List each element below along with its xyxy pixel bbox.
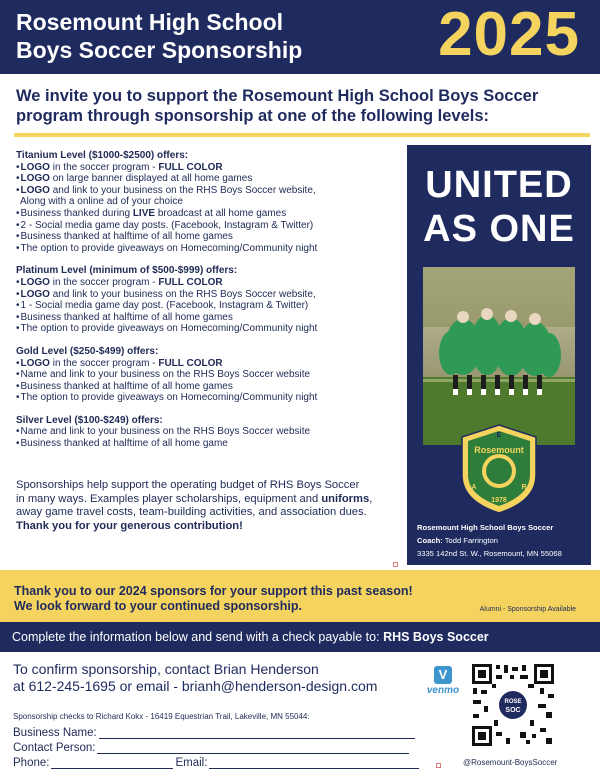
thank-you-note: Thank you for your generous contribution! [16, 519, 243, 532]
svg-text:Rosemount: Rosemount [474, 445, 524, 455]
benefit-item: • LOGO in the soccer program - FULL COLOR [16, 162, 396, 174]
benefit-item: • Business thanked during LIVE broadcast at all home games [16, 208, 396, 220]
svg-text:A: A [471, 484, 477, 491]
invitation-heading [16, 86, 576, 126]
venmo-handle: @Rosemount-BoysSoccer [463, 758, 558, 767]
checks-address: Sponsorship checks to Richard Kokx - 16419 Equestrian Trail, Lakeville, MN 55044: [13, 712, 310, 721]
benefit-item: • LOGO on large banner displayed at all home games [16, 173, 396, 185]
benefit-item: • LOGO and link to your business on the RHS Boys Soccer website, [16, 289, 396, 301]
svg-text:1978: 1978 [491, 497, 507, 504]
benefit-item: • Business thanked at halftime of all home games [16, 381, 396, 393]
benefit-item: • The option to provide giveaways on Homecoming/Community night [16, 392, 396, 404]
sponsor-thanks-message: Thank you to our 2024 sponsors for your support this past season! We look forward to your continued sponsorship. [14, 584, 413, 613]
gold-divider [14, 133, 590, 137]
rosemount-crest-logo [458, 423, 540, 515]
svg-text:SOC: SOC [505, 707, 521, 714]
level-title: Gold Level ($250-$499) offers: [16, 345, 159, 357]
slogan: UNITED AS ONE [423, 164, 575, 250]
benefit-item: • Name and link to your business on the RHS Boys Soccer website [16, 426, 396, 438]
benefit-item: • 2 - Social media game day posts. (Facebook, Instagram & Twitter) [16, 220, 396, 232]
venmo-qr-code[interactable] [470, 662, 556, 748]
contact-person-line[interactable] [97, 743, 409, 754]
side-panel [407, 145, 591, 565]
email-line[interactable] [209, 758, 419, 769]
team-huddle-photo [423, 267, 575, 445]
benefit-item-continued: Along with a online ad of your choice [20, 196, 183, 208]
benefit-item: • 1 - Social media game day post. (Facebook, Instagram & Twitter) [16, 300, 396, 312]
venmo-logo: V venmo [426, 667, 460, 696]
sponsor-thanks-band [0, 570, 600, 622]
year-label: 2025 [438, 0, 580, 69]
level-platinum [16, 265, 396, 335]
level-titanium [16, 150, 396, 254]
level-title: Silver Level ($100-$249) offers: [16, 414, 163, 426]
contact-info: To confirm sponsorship, contact Brian Henderson at 612-245-1695 or email - brianh@henderson-design.com [13, 661, 378, 694]
phone-line[interactable] [51, 758, 173, 769]
level-title: Titanium Level ($1000-$2500) offers: [16, 150, 189, 161]
crop-mark [436, 763, 441, 768]
benefit-item: • The option to provide giveaways on Homecoming/Community night [16, 243, 396, 255]
benefit-item: • Business thanked at halftime of all home games [16, 231, 396, 243]
level-gold [16, 346, 396, 404]
coach-line: Coach: Todd Farrington [417, 536, 498, 545]
team-address: 3335 142nd St. W., Rosemount, MN 55068 [417, 549, 562, 558]
team-name: Rosemount High School Boys Soccer [417, 523, 554, 532]
business-name-field[interactable]: Business Name: [13, 727, 415, 739]
alumni-note: Alumni - Sponsorship Available [479, 606, 576, 613]
level-title: Platinum Level (minimum of $500-$999) offers: [16, 265, 238, 277]
team-info [417, 521, 562, 560]
sponsorship-levels [16, 150, 396, 461]
title-line-2: Boys Soccer Sponsorship [16, 37, 303, 63]
benefit-item: • Business thanked at halftime of all home game [16, 438, 396, 450]
invitation-line-1: We invite you to support the Rosemount High School Boys Soccer [16, 87, 539, 105]
budget-paragraph: Sponsorships help support the operating budget of RHS Boys Soccer in many ways. Examples player scholarships, equipment and uniforms, away game travel costs, team-building activities, and association dues. Thank you for your generous contribution! [16, 479, 401, 533]
benefit-item: • Business thanked at halftime of all home games [16, 312, 396, 324]
crop-mark [393, 562, 398, 567]
benefit-item: • LOGO in the soccer program - FULL COLOR [16, 358, 396, 370]
business-name-line[interactable] [99, 728, 415, 739]
svg-text:R: R [521, 484, 527, 491]
page-title [16, 8, 302, 64]
phone-email-field[interactable]: Phone: Email: [13, 757, 419, 769]
title-line-1: Rosemount High School [16, 9, 284, 35]
benefit-item: • Name and link to your business on the RHS Boys Soccer website [16, 369, 396, 381]
instructions-bar: Complete the information below and send with a check payable to: RHS Boys Soccer [0, 622, 600, 652]
svg-text:ROSE: ROSE [504, 699, 522, 705]
level-silver [16, 415, 396, 450]
header-banner [0, 0, 600, 74]
contact-person-field[interactable]: Contact Person: [13, 742, 409, 754]
invitation-line-2: program through sponsorship at one of the following levels: [16, 107, 490, 125]
benefit-item: • LOGO in the soccer program - FULL COLOR [16, 277, 396, 289]
benefit-item: • LOGO and link to your business on the RHS Boys Soccer website, [16, 185, 396, 197]
svg-text:E: E [496, 432, 502, 439]
benefit-item: • The option to provide giveaways on Homecoming/Community night [16, 323, 396, 335]
venmo-icon: V [434, 666, 452, 684]
